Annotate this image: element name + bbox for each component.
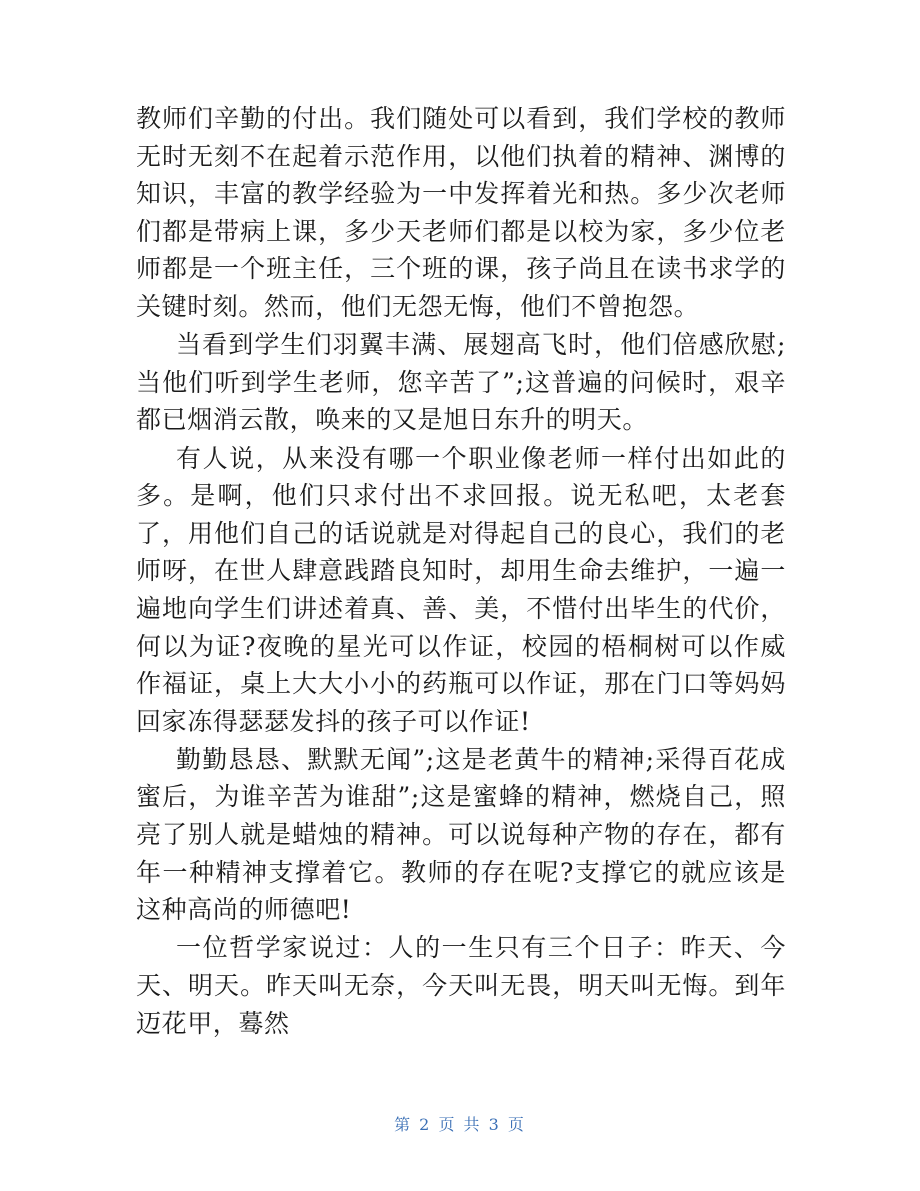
paragraph-1: 教师们辛勤的付出。我们随处可以看到，我们学校的教师无时无刻不在起着示范作用，以他们执着的精神、渊博的知识，丰富的教学经验为一中发挥着光和热。多少次老师们都是带病上课，多少天老师们都是以校为家，多少位老师都是一个班主任，三个班的课，孩子尚且在读书求学的关键时刻。然而，他们无怨无悔，他们不曾抱怨。 xyxy=(136,104,786,321)
document-body xyxy=(136,100,786,1043)
paragraph-4: 勤勤恳恳、默默无闻”;这是老黄牛的精神;采得百花成蜜后，为谁辛苦为谁甜”;这是蜜蜂的精神，燃烧自己，照亮了别人就是蜡烛的精神。可以说每种产物的存在，都有年一种精神支撑着它。教师的存在呢?支撑它的就应该是这种高尚的师德吧! xyxy=(136,744,786,925)
page-number-footer: 第 2 页 共 3 页 xyxy=(394,1115,526,1134)
paragraph-2: 当看到学生们羽翼丰满、展翅高飞时，他们倍感欣慰;当他们听到学生老师，您辛苦了”;这普遍的问候时，艰辛都已烟消云散，唤来的又是旭日东升的明天。 xyxy=(136,330,786,435)
paragraph-3: 有人说，从来没有哪一个职业像老师一样付出如此的多。是啊，他们只求付出不求回报。说无私吧，太老套了，用他们自己的话说就是对得起自己的良心，我们的老师呀，在世人肆意践踏良知时，却用生命去维护，一遍一遍地向学生们讲述着真、善、美，不惜付出毕生的代价，何以为证?夜晚的星光可以作证，校园的梧桐树可以作威作福证，桌上大大小小的药瓶可以作证，那在门口等妈妈回家冻得瑟瑟发抖的孩子可以作证! xyxy=(136,443,786,736)
paragraph-5: 一位哲学家说过：人的一生只有三个日子：昨天、今天、明天。昨天叫无奈，今天叫无畏，明天叫无悔。到年迈花甲，蓦然 xyxy=(136,933,786,1038)
